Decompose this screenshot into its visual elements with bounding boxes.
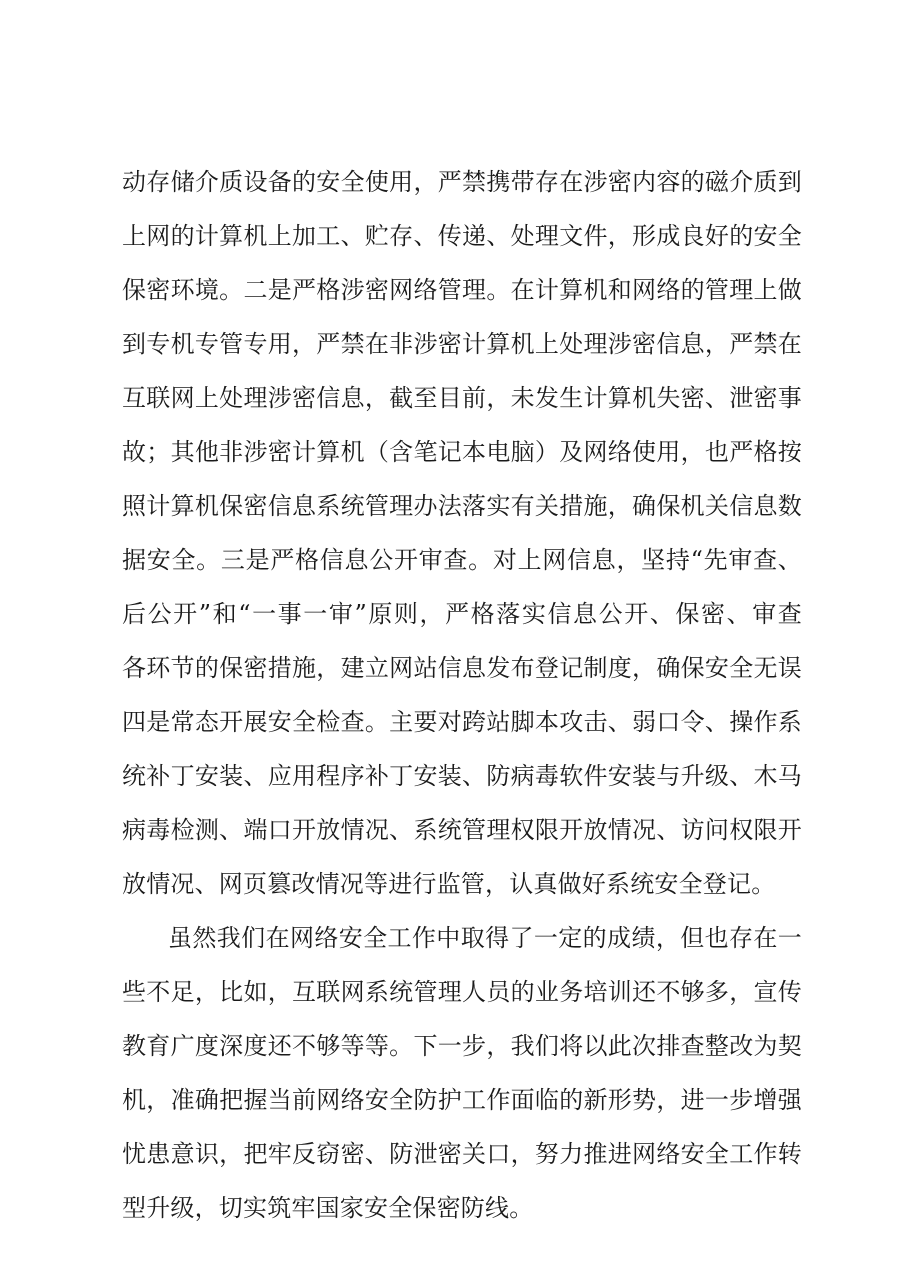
text-line: 动存储介质设备的安全使用，严禁携带存在涉密内容的磁介质到: [122, 168, 802, 196]
text-line: 机，准确把握当前网络安全防护工作面临的新形势，进一步增强: [122, 1086, 802, 1114]
text-line: 些不足，比如，互联网系统管理人员的业务培训还不够多，宣传: [122, 978, 802, 1006]
text-line: 后公开”和“一事一审”原则，严格落实信息公开、保密、审查: [122, 600, 802, 628]
text-line: 各环节的保密措施，建立网站信息发布登记制度，确保安全无误: [122, 654, 802, 682]
paragraph-2: [122, 911, 802, 1235]
text-line: 互联网上处理涉密信息，截至目前，未发生计算机失密、泄密事: [122, 384, 802, 412]
text-line: 统补丁安装、应用程序补丁安装、防病毒软件安装与升级、木马: [122, 762, 802, 790]
text-line: 到专机专管专用，严禁在非涉密计算机上处理涉密信息，严禁在: [122, 330, 802, 358]
text-line: 上网的计算机上加工、贮存、传递、处理文件，形成良好的安全: [122, 222, 802, 250]
text-line: 虽然我们在网络安全工作中取得了一定的成绩，但也存在一: [168, 924, 802, 952]
text-line: 型升级，切实筑牢国家安全保密防线。: [122, 1194, 534, 1222]
text-line: 放情况、网页篡改情况等进行监管，认真做好系统安全登记。: [122, 870, 776, 898]
text-line: 教育广度深度还不够等等。下一步，我们将以此次排查整改为契: [122, 1032, 802, 1060]
text-line: 据安全。三是严格信息公开审查。对上网信息，坚持“先审查、: [122, 546, 802, 574]
text-line: 故；其他非涉密计算机（含笔记本电脑）及网络使用，也严格按: [122, 438, 802, 466]
text-line: 忧患意识，把牢反窃密、防泄密关口，努力推进网络安全工作转: [122, 1140, 802, 1168]
document-body: [122, 155, 802, 1235]
text-line: 病毒检测、端口开放情况、系统管理权限开放情况、访问权限开: [122, 816, 802, 844]
text-line: 照计算机保密信息系统管理办法落实有关措施，确保机关信息数: [122, 492, 802, 520]
paragraph-1: [122, 155, 802, 911]
text-line: 保密环境。二是严格涉密网络管理。在计算机和网络的管理上做: [122, 276, 802, 304]
text-line: 四是常态开展安全检查。主要对跨站脚本攻击、弱口令、操作系: [122, 708, 802, 736]
